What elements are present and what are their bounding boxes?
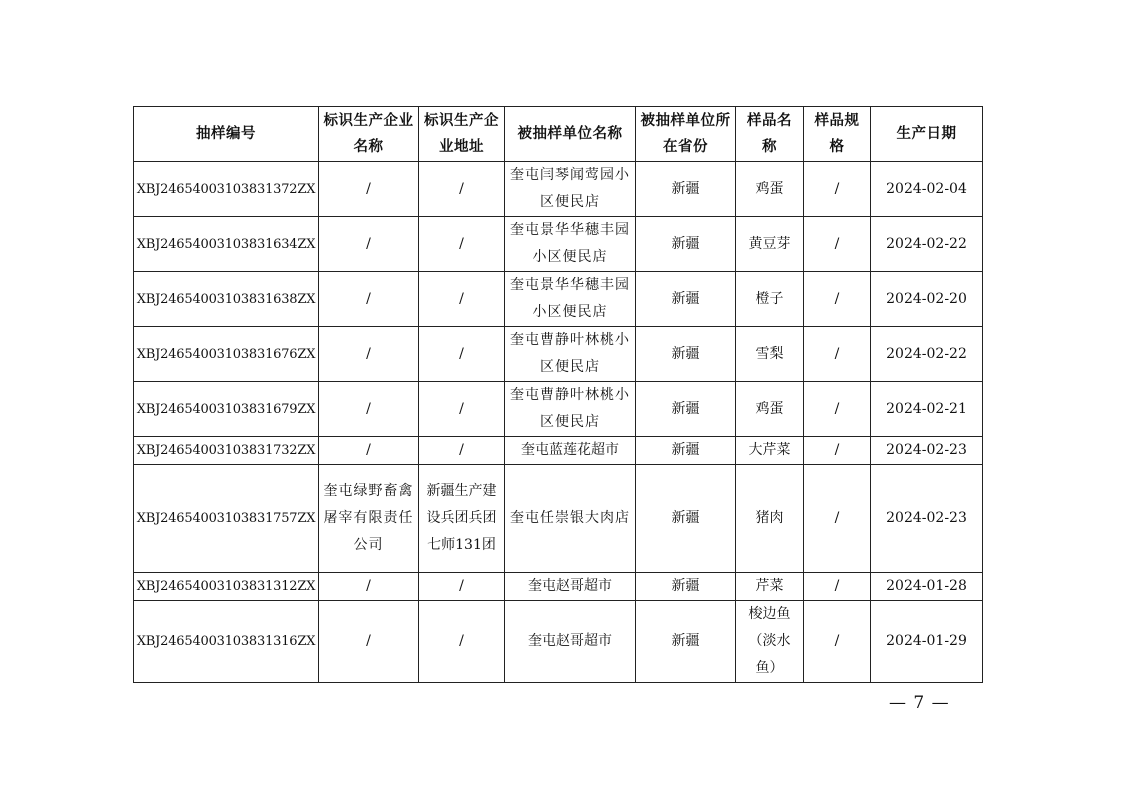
cell-sample-name: 鸡蛋 [736, 382, 804, 437]
cell-sampled-unit-name: 奎屯蓝莲花超市 [505, 437, 636, 465]
cell-sample-name: 鸡蛋 [736, 162, 804, 217]
cell-province: 新疆 [636, 601, 736, 683]
cell-sample-name: 猪肉 [736, 465, 804, 573]
cell-sample-name: 黄豆芽 [736, 217, 804, 272]
cell-sample-code: XBJ24654003103831732ZX [134, 437, 319, 465]
cell-sample-name: 梭边鱼（淡水鱼） [736, 601, 804, 683]
cell-sample-spec: / [804, 382, 871, 437]
cell-sample-spec: / [804, 465, 871, 573]
cell-production-date: 2024-01-28 [871, 573, 983, 601]
cell-sample-code: XBJ24654003103831679ZX [134, 382, 319, 437]
header-producer-address: 标识生产企业地址 [419, 107, 505, 162]
cell-producer-name: 奎屯绿野畜禽屠宰有限责任公司 [319, 465, 419, 573]
cell-sampled-unit-name: 奎屯赵哥超市 [505, 573, 636, 601]
cell-production-date: 2024-02-04 [871, 162, 983, 217]
cell-production-date: 2024-02-22 [871, 327, 983, 382]
cell-producer-address: / [419, 272, 505, 327]
cell-producer-name: / [319, 327, 419, 382]
cell-sample-code: XBJ24654003103831312ZX [134, 573, 319, 601]
table-row [134, 465, 983, 573]
cell-sample-code: XBJ24654003103831757ZX [134, 465, 319, 573]
cell-province: 新疆 [636, 573, 736, 601]
header-production-date: 生产日期 [871, 107, 983, 162]
cell-production-date: 2024-01-29 [871, 601, 983, 683]
cell-sample-code: XBJ24654003103831372ZX [134, 162, 319, 217]
header-sampled-unit-name: 被抽样单位名称 [505, 107, 636, 162]
header-producer-name: 标识生产企业名称 [319, 107, 419, 162]
cell-producer-name: / [319, 382, 419, 437]
cell-sample-spec: / [804, 327, 871, 382]
cell-producer-address: / [419, 162, 505, 217]
cell-sample-spec: / [804, 162, 871, 217]
cell-sampled-unit-name: 奎屯景华华穗丰园小区便民店 [505, 272, 636, 327]
cell-sample-code: XBJ24654003103831634ZX [134, 217, 319, 272]
cell-producer-name: / [319, 162, 419, 217]
table-row [134, 272, 983, 327]
table-row [134, 573, 983, 601]
cell-producer-address: 新疆生产建设兵团兵团七师131团 [419, 465, 505, 573]
cell-province: 新疆 [636, 437, 736, 465]
cell-sampled-unit-name: 奎屯景华华穗丰园小区便民店 [505, 217, 636, 272]
cell-sample-spec: / [804, 272, 871, 327]
table-row [134, 327, 983, 382]
cell-sampled-unit-name: 奎屯曹静叶林桃小区便民店 [505, 382, 636, 437]
cell-producer-address: / [419, 217, 505, 272]
cell-producer-address: / [419, 437, 505, 465]
cell-province: 新疆 [636, 327, 736, 382]
table-row [134, 601, 983, 683]
cell-production-date: 2024-02-20 [871, 272, 983, 327]
cell-sample-spec: / [804, 217, 871, 272]
cell-producer-address: / [419, 382, 505, 437]
table-row [134, 217, 983, 272]
cell-sample-spec: / [804, 437, 871, 465]
header-sample-name: 样品名称 [736, 107, 804, 162]
cell-sampled-unit-name: 奎屯任崇银大肉店 [505, 465, 636, 573]
cell-producer-address: / [419, 327, 505, 382]
cell-sample-name: 雪梨 [736, 327, 804, 382]
cell-sample-code: XBJ24654003103831676ZX [134, 327, 319, 382]
cell-sample-name: 大芹菜 [736, 437, 804, 465]
cell-producer-name: / [319, 272, 419, 327]
cell-sampled-unit-name: 奎屯赵哥超市 [505, 601, 636, 683]
cell-sampled-unit-name: 奎屯曹静叶林桃小区便民店 [505, 327, 636, 382]
header-sample-spec: 样品规格 [804, 107, 871, 162]
cell-sample-name: 橙子 [736, 272, 804, 327]
cell-production-date: 2024-02-22 [871, 217, 983, 272]
cell-producer-address: / [419, 601, 505, 683]
page-number: — 7 — [889, 693, 950, 713]
header-sampled-unit-province: 被抽样单位所在省份 [636, 107, 736, 162]
cell-production-date: 2024-02-23 [871, 465, 983, 573]
table-row [134, 382, 983, 437]
sampling-results-table [133, 106, 983, 683]
cell-producer-name: / [319, 217, 419, 272]
header-sample-code: 抽样编号 [134, 107, 319, 162]
cell-production-date: 2024-02-23 [871, 437, 983, 465]
cell-sampled-unit-name: 奎屯闫琴闻莺园小区便民店 [505, 162, 636, 217]
cell-sample-spec: / [804, 601, 871, 683]
cell-province: 新疆 [636, 272, 736, 327]
table-row [134, 437, 983, 465]
cell-province: 新疆 [636, 217, 736, 272]
cell-sample-spec: / [804, 573, 871, 601]
cell-producer-name: / [319, 573, 419, 601]
cell-province: 新疆 [636, 465, 736, 573]
cell-province: 新疆 [636, 382, 736, 437]
cell-sample-name: 芹菜 [736, 573, 804, 601]
cell-producer-address: / [419, 573, 505, 601]
cell-production-date: 2024-02-21 [871, 382, 983, 437]
cell-producer-name: / [319, 601, 419, 683]
cell-sample-code: XBJ24654003103831316ZX [134, 601, 319, 683]
table-header-row [134, 107, 983, 162]
table-row [134, 162, 983, 217]
cell-sample-code: XBJ24654003103831638ZX [134, 272, 319, 327]
cell-province: 新疆 [636, 162, 736, 217]
cell-producer-name: / [319, 437, 419, 465]
